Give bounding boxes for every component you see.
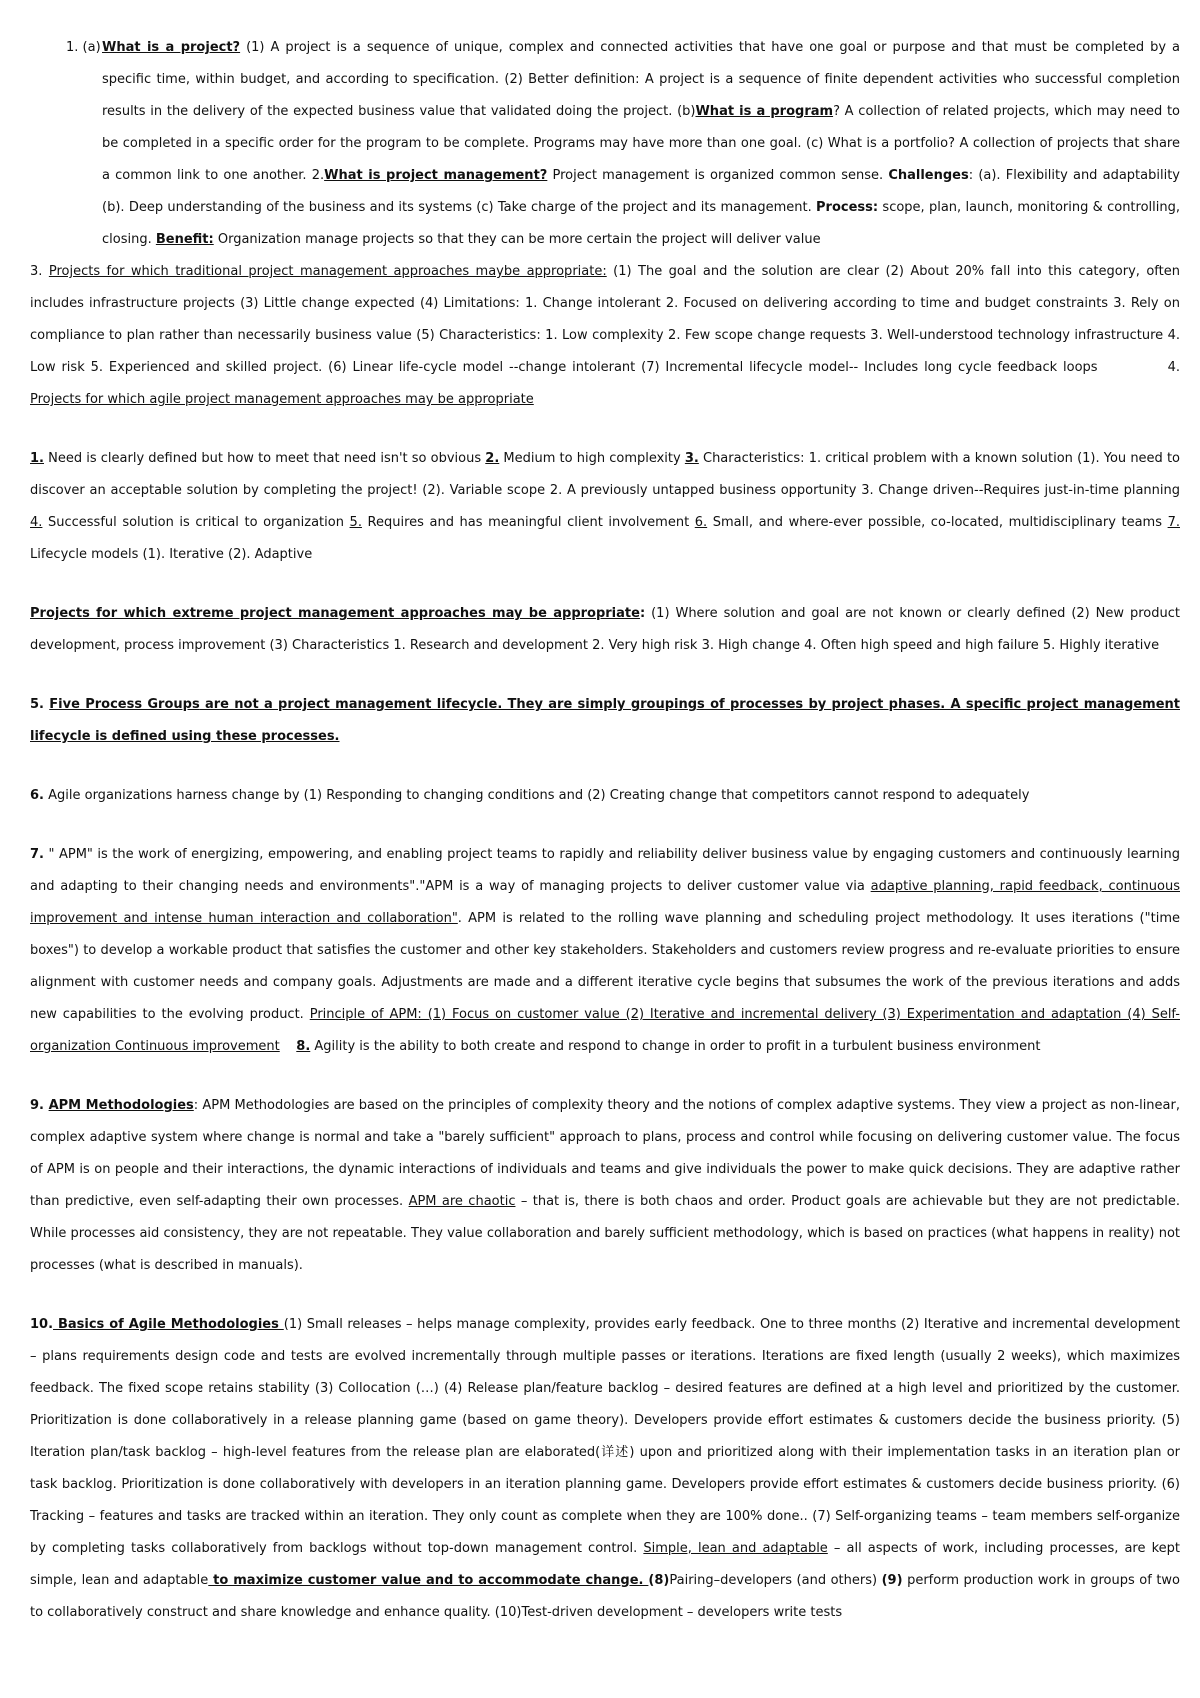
item-7-number: 7. [30,847,44,862]
extreme-pm-colon: : [639,606,646,621]
item-9-number: 9. [30,1098,49,1113]
item-3-paragraph [30,256,1180,416]
item-8-number: 8. [296,1039,311,1054]
item-10-text-a: (1) Small releases – helps manage complexity, provides early feedback. One to three months (2) Iterative and incremental development – plans requirements design code and tests are evolved incrementally through multiple passes or iterations. Iterations are fixed length (usually 2 weeks), which maximizes feedback. The fixed scope retains stability (3) Collocation (…) (4) Release plan/feature backlog – desired features are defined at a high level and prioritized by the customer. Prioritization is done collaboratively in a release planning game (based on game theory). Developers provide effort estimates & customers decide the business priority. (5) Iteration plan/task backlog – high-level features from the release plan are elaborated(详述) upon and prioritized along with their implementation tasks in an iteration plan or task backlog. Prioritization is done collaboratively with developers in an iteration planning game. Developers provide effort estimates & customers decide business priority. (6) Tracking – features and tasks are tracked within an iteration. They only count as complete when they are 100% done.. (7) Self-organizing teams – team members self-organize by completing tasks collaboratively from backlogs without top-down management control. [30,1317,1180,1556]
item-4-number: 4. [1167,360,1180,375]
agile-num-1: 1. [30,451,44,466]
agile-text-7: Lifecycle models (1). Iterative (2). Adaptive [30,547,313,562]
agile-text-4: Successful solution is critical to organization [42,515,350,530]
apm-principles-underlined: Principle of APM: (1) Focus on customer value (2) Iterative and incremental delivery (3) Experimentation and adaptation (4) Self-organization Continuous improvement [30,1007,1180,1054]
agile-num-2: 2. [485,451,500,466]
item-9-text-a: : APM Methodologies are based on the principles of complexity theory and the notions of complex adaptive systems. They view a project as non-linear, complex adaptive system where change is normal and take a "barely sufficient" approach to plans, process and control while focusing on delivering customer value. The focus of APM is on people and their interactions, the dynamic interactions of individuals and teams and give individuals the power to make quick decisions. They are adaptive rather than predictive, even self-adapting their own processes. [30,1098,1180,1209]
agile-text-5: Requires and has meaningful client involvement [361,515,695,530]
traditional-pm-heading: Projects for which traditional project management approaches maybe appropriate: [48,264,607,279]
item-1-text-a: (1) A project is a sequence of unique, complex and connected activities that have one goal or purpose and that must be completed by a specific time, within budget, and according to specification. (2) Better definition: A project is a sequence of finite dependent activities who successful completion results in the delivery of the expected business value that validated doing the project. (b) [102,40,1180,119]
agile-text-1: Need is clearly defined but how to meet that need isn't so obvious [43,451,486,466]
process-label: Process: [816,200,879,215]
agile-num-5: 5. [349,515,362,530]
document-page [30,0,1180,1629]
apm-chaotic-underlined: APM are chaotic [408,1194,516,1209]
item-1-text-c: Project management is organized common sense. [547,168,889,183]
item-7-text-b: ."APM is a way of managing projects to deliver customer value via [415,879,871,894]
item-10-number: 10. [30,1317,54,1332]
item-6-number: 6. [30,788,44,803]
agile-text-2: Medium to high complexity [499,451,685,466]
agile-num-6: 6. [694,515,708,530]
item-7-text-a: " APM" is the work of energizing, empowering, and enabling project teams to rapidly and reliability deliver business value by engaging customers and continuously learning and adapting to their changing needs and environments" [30,847,1180,894]
what-is-project-heading: What is a project? [102,40,241,55]
item-1-text-d: : (a). Flexibility and adaptability (b). Deep understanding of the business and its systems (c) Take charge of the project and its management. [102,168,1180,215]
item-5-paragraph [30,689,1180,753]
item-1-text-b: ? A collection of related projects, which may need to be completed in a specific order for the program to be complete. Programs may have more than one goal. (c) What is a portfolio? A collection of projects that share a common link to one another. 2. [102,104,1181,183]
agile-num-7: 7. [1167,515,1180,530]
item-1-text-e: scope, plan, launch, monitoring & controlling, closing. [102,200,1181,247]
simple-lean-adaptable-underlined: Simple, lean and adaptable [643,1541,828,1556]
extreme-pm-paragraph [30,598,1180,662]
agile-pm-heading: Projects for which agile project management approaches may be appropriate [30,392,534,407]
benefit-label: Benefit: [155,232,214,247]
item-10-text-b: – all aspects of work, including processes, are kept simple, lean and adaptable [30,1541,1181,1588]
extreme-pm-text: (1) Where solution and goal are not known or clearly defined (2) New product development, process improvement (3) Characteristics 1. Research and development 2. Very high risk 3. High change 4. Often high speed and high failure 5. Highly iterative [30,606,1180,653]
agile-characteristics-paragraph [30,443,1180,571]
item-10-num-8: (8) [648,1573,670,1588]
what-is-program-heading: What is a program [695,104,834,119]
item-3-text: (1) The goal and the solution are clear (2) About 20% fall into this category, often includes infrastructure projects (3) Little change expected (4) Limitations: 1. Change intolerant 2. Focused on delivering according to time and budget constraints 3. Rely on compliance to plan rather than necessarily business value (5) Characteristics: 1. Low complexity 2. Few scope change requests 3. Well-understood technology infrastructure 4. Low risk 5. Experienced and skilled project. (6) Linear life-cycle model --change intolerant (7) Incremental lifecycle model-- Includes long cycle feedback loops [30,264,1180,375]
item-9-text-b: – that is, there is both chaos and order. Product goals are achievable but they are not predictable. While processes aid consistency, they are not repeatable. They value collaboration and barely sufficient methodology, which is based on practices (what happens in reality) not processes (what is described in manuals). [30,1194,1180,1273]
agile-text-6: Small, and where-ever possible, co-located, multidisciplinary teams [707,515,1168,530]
item-1-number: 1. (a) [66,40,101,55]
item-10-text-c: Pairing–developers (and others) [669,1573,882,1588]
item-10-text-d: perform production work in groups of two to collaboratively construct and share knowledge and enhance quality. (10)Test-driven development – developers write tests [30,1573,1180,1620]
item-7-text-c: . APM is related to the rolling wave planning and scheduling project methodology. It uses iterations ("time boxes") to develop a workable product that satisfies the customer and other key stakeholders. Stakeholders and customers review progress and re-evaluate priorities to ensure alignment with customer needs and company goals. Adjustments are made and a different iterative cycle begins that subsumes the work of the previous iterations and adds new capabilities to the evolving product. [30,911,1180,1022]
agile-num-4: 4. [30,515,43,530]
what-is-pm-heading: What is project management? [324,168,548,183]
item-10-num-9: (9) [881,1573,903,1588]
challenges-label: Challenges [888,168,969,183]
maximize-value-underlined: to maximize customer value and to accommodate change. [208,1573,649,1588]
item-6-paragraph [30,780,1180,812]
item-9-paragraph [30,1090,1180,1282]
agile-num-3: 3. [684,451,699,466]
apm-definition-underlined: adaptive planning, rapid feedback, continuous improvement and intense human interaction and collaboration" [30,879,1180,926]
apm-methodologies-heading: APM Methodologies [48,1098,194,1113]
extreme-pm-heading: Projects for which extreme project management approaches may be appropriate [30,606,640,621]
item-5-text: are not a project management lifecycle. They are simply groupings of processes by project phases. A specific project management lifecycle is defined using these processes. [30,697,1180,744]
agile-basics-heading: Basics of Agile Methodologies [53,1317,284,1332]
item-8-text: Agility is the ability to both create and respond to change in order to profit in a turbulent business environment [310,1039,1041,1054]
item-6-text: Agile organizations harness change by (1) Responding to changing conditions and (2) Creating change that competitors cannot respond to adequately [43,788,1030,803]
item-10-paragraph [30,1309,1180,1629]
item-7-paragraph [30,839,1180,1063]
item-5-number: 5. [30,697,50,712]
item-1-text-f: Organization manage projects so that they can be more certain the project will deliver value [213,232,821,247]
item-1-paragraph [30,32,1180,256]
five-process-groups-heading: Five Process Groups [49,697,200,712]
agile-text-3: Characteristics: 1. critical problem with a known solution (1). You need to discover an acceptable solution by completing the project! (2). Variable scope 2. A previously untapped business opportunity 3. Change driven--Requires just-in-time planning [30,451,1180,498]
item-3-number: 3. [30,264,49,279]
